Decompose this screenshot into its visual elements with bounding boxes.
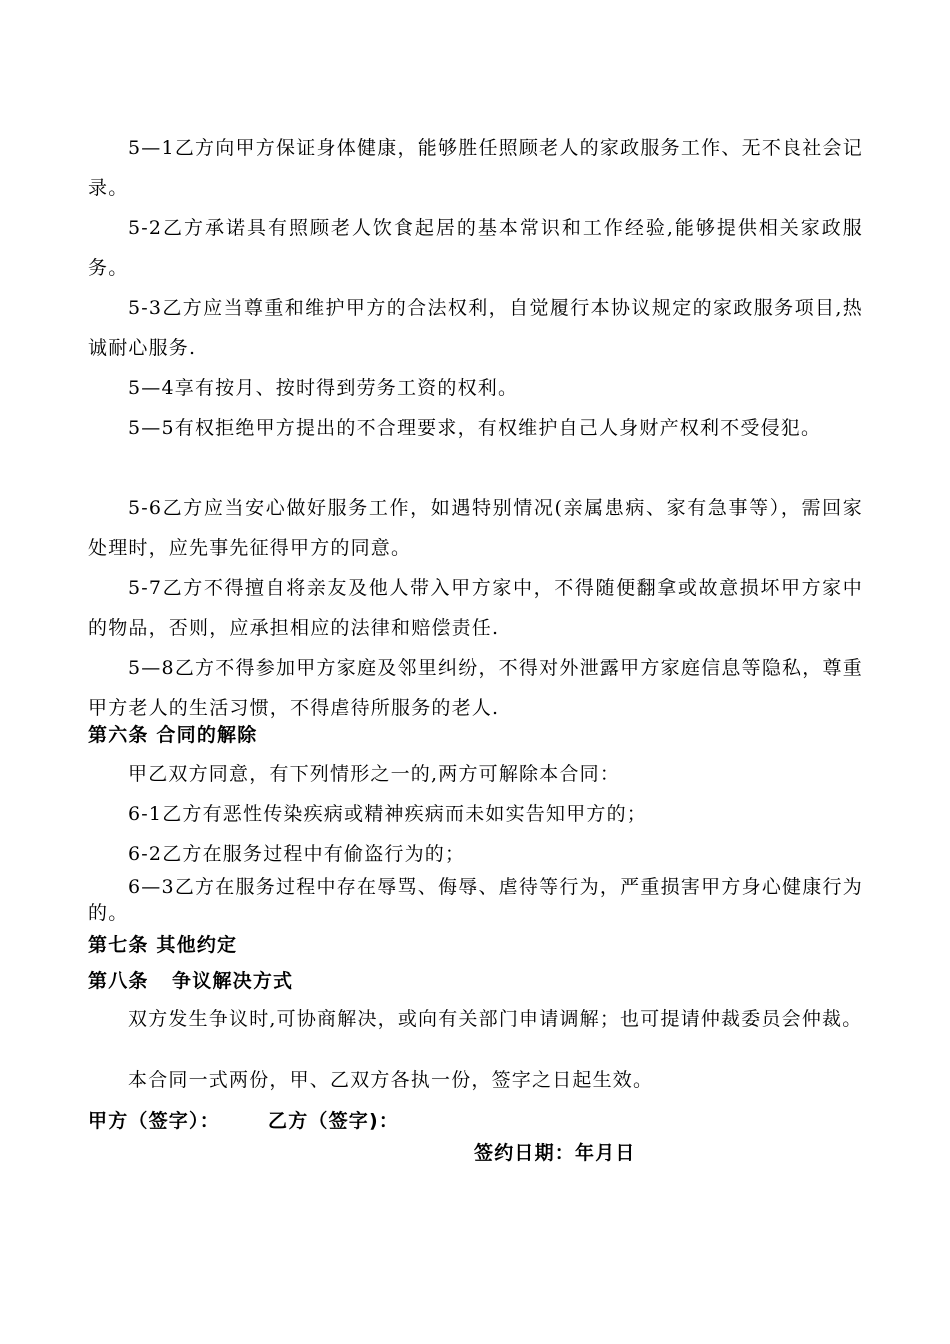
clause-6-3: 6—3乙方在服务过程中存在辱骂、侮辱、虐待等行为，严重损害甲方身心健康行为的。 [88, 876, 863, 924]
clause-6-1: 6-1乙方有恶性传染疾病或精神疾病而未如实告知甲方的； [128, 803, 647, 825]
clause-6-2: 6-2乙方在服务过程中有偷盗行为的； [128, 843, 466, 865]
signing-date: 签约日期：年月日 [474, 1142, 636, 1164]
clause-5-2: 5-2乙方承诺具有照顾老人饮食起居的基本常识和工作经验,能够提供相关家政服务。 [88, 217, 863, 279]
article-7-heading: 第七条 其他约定 [88, 934, 238, 956]
clause-5-6: 5-6乙方应当安心做好服务工作，如遇特别情况(亲属患病、家有急事等），需回家处理时，应先事先征得甲方的同意。 [88, 497, 863, 559]
closing-statement: 本合同一式两份，甲、乙双方各执一份，签字之日起生效。 [128, 1069, 654, 1091]
clause-5-3: 5-3乙方应当尊重和维护甲方的合法权利，自觉履行本协议规定的家政服务项目,热诚耐心服务. [88, 297, 863, 359]
signature-party-a: 甲方（签字）： [88, 1110, 220, 1132]
clause-5-4: 5—4享有按月、按时得到劳务工资的权利。 [128, 377, 519, 399]
article-6-intro: 甲乙双方同意，有下列情形之一的,两方可解除本合同： [128, 763, 621, 785]
article-8-heading: 第八条 争议解决方式 [88, 970, 294, 992]
signature-party-b: 乙方（签字)： [268, 1110, 400, 1132]
article-8-body: 双方发生争议时,可协商解决，或向有关部门申请调解；也可提请仲裁委员会仲裁。 [128, 1008, 863, 1030]
clause-5-8: 5—8乙方不得参加甲方家庭及邻里纠纷，不得对外泄露甲方家庭信息等隐私，尊重甲方老人的生活习惯，不得虐待所服务的老人. [88, 657, 863, 719]
clause-5-5: 5—5有权拒绝甲方提出的不合理要求，有权维护自己人身财产权利不受侵犯。 [128, 417, 822, 439]
clause-5-1: 5—1乙方向甲方保证身体健康，能够胜任照顾老人的家政服务工作、无不良社会记录。 [88, 137, 863, 199]
article-6-heading: 第六条 合同的解除 [88, 724, 258, 746]
clause-5-7: 5-7乙方不得擅自将亲友及他人带入甲方家中，不得随便翻拿或故意损坏甲方家中的物品，否则，应承担相应的法律和赔偿责任. [88, 577, 863, 639]
